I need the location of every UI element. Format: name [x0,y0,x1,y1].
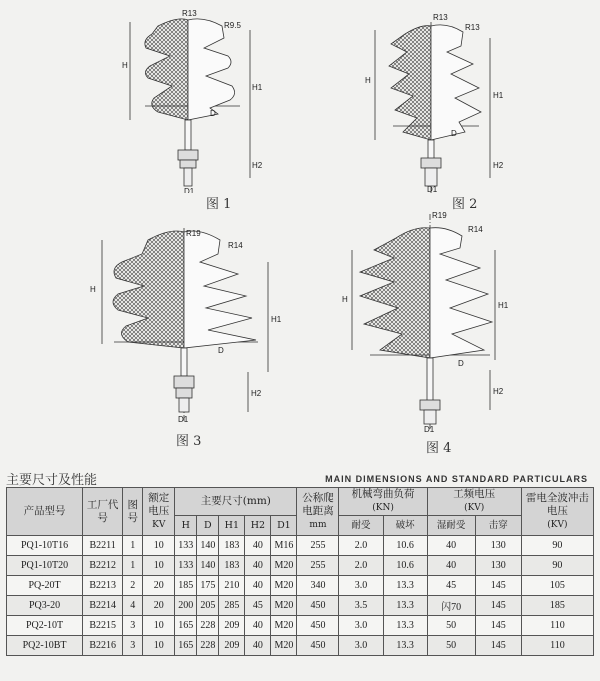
header-code: 工厂代号 [83,488,123,536]
fig4-h1-label: H1 [498,301,509,310]
table-cell: 450 [297,596,339,616]
table-cell: 13.3 [383,616,427,636]
header-dim-d1: D1 [271,516,297,536]
table-cell: 40 [427,536,475,556]
fig3-r14-label: R14 [228,241,243,250]
fig3-r19-label: R19 [186,229,201,238]
table-cell: 13.3 [383,636,427,656]
header-dim-h2: H2 [245,516,271,536]
table-row [7,536,594,556]
header-power-puncture: 击穿 [475,516,521,536]
fig2-h-label: H [365,76,371,85]
table-cell: 340 [297,576,339,596]
table-cell: PQ3-20 [7,596,83,616]
table-cell: 10.6 [383,556,427,576]
fig1-r95-label: R9.5 [224,21,241,30]
table-cell: PQ1-10T16 [7,536,83,556]
header-dimensions: 主要尺寸(mm) [175,488,297,516]
header-power [427,488,521,516]
figure-2-caption: 图 2 [452,197,478,212]
header-creepage [297,488,339,536]
fig1-d1-label: D1 [184,187,195,193]
figure-1-caption: 图 1 [206,197,232,212]
fig2-r13a-label: R13 [433,13,448,22]
table-row [7,636,594,656]
table-cell: 13.3 [383,596,427,616]
fig4-r14-label: R14 [468,225,483,234]
table-row [7,616,594,636]
table-cell: 20 [143,576,175,596]
table-cell: 228 [197,636,219,656]
table-cell: 40 [245,576,271,596]
table-cell: 10.6 [383,536,427,556]
table-cell: 45 [245,596,271,616]
table-cell: M20 [271,636,297,656]
fig2-h1-label: H1 [493,91,504,100]
header-mech [339,488,427,516]
header-creepage-unit: mm [309,519,327,530]
figure-2-drawing [355,8,535,193]
table-cell: 255 [297,536,339,556]
table-cell: 10 [143,636,175,656]
table-cell: 90 [521,556,593,576]
table-cell: 185 [521,596,593,616]
table-cell: 133 [175,556,197,576]
table-cell: 130 [475,556,521,576]
header-dim-h1: H1 [219,516,245,536]
specs-table [6,487,594,656]
header-mech-failure: 破坏 [383,516,427,536]
figure-4-drawing [340,210,520,435]
table-cell: 3 [123,636,143,656]
table-cell: PQ2-10T [7,616,83,636]
header-mech-label: 机械弯曲负荷 [351,488,415,500]
header-power-label: 工频电压 [453,488,496,500]
fig2-d-label: D [451,129,457,138]
table-cell: 165 [175,616,197,636]
table-cell: 50 [427,636,475,656]
table-cell: 183 [219,536,245,556]
table-cell: 4 [123,596,143,616]
header-impulse-label: 雷电全波冲击电压 [525,491,589,517]
table-cell: 255 [297,556,339,576]
fig2-h2-label: H2 [493,161,504,170]
table-cell: B2213 [83,576,123,596]
table-cell: M16 [271,536,297,556]
table-cell: PQ-20T [7,576,83,596]
table-cell: B2215 [83,616,123,636]
header-voltage-label: 额定电压 [148,491,170,517]
table-cell: 40 [245,556,271,576]
table-cell: 13.3 [383,576,427,596]
table-cell: 40 [427,556,475,576]
table-cell: B2212 [83,556,123,576]
table-cell: 1 [123,536,143,556]
fig4-h-label: H [342,295,348,304]
table-row [7,596,594,616]
table-cell: M20 [271,576,297,596]
table-cell: 205 [197,596,219,616]
specs-table-body [7,536,594,656]
table-cell: B2216 [83,636,123,656]
header-mech-unit: (KN) [372,503,394,513]
fig3-d1-label: D1 [178,415,189,424]
table-cell: 40 [245,636,271,656]
table-cell: 450 [297,636,339,656]
table-cell: 200 [175,596,197,616]
table-cell: M20 [271,556,297,576]
table-cell: 140 [197,556,219,576]
table-cell: M20 [271,596,297,616]
fig4-r19-label: R19 [432,211,447,220]
table-cell: 165 [175,636,197,656]
table-cell: 140 [197,536,219,556]
fig3-h1-label: H1 [271,315,282,324]
fig3-h2-label: H2 [251,389,262,398]
fig4-d1-label: D1 [424,425,435,434]
figure-1-drawing [100,8,280,193]
table-cell: 40 [245,616,271,636]
table-cell: PQ1-10T20 [7,556,83,576]
figure-4-caption: 图 4 [426,441,452,456]
figure-3-drawing [88,222,288,427]
fig3-h-label: H [90,285,96,294]
table-cell: 145 [475,576,521,596]
fig2-r13b-label: R13 [465,23,480,32]
fig1-h2-label: H2 [252,161,263,170]
header-impulse-unit: (KV) [547,519,568,530]
table-row [7,556,594,576]
table-cell: B2211 [83,536,123,556]
header-model: 产品型号 [7,488,83,536]
fig3-d-label: D [218,346,224,355]
table-cell: 闪70 [427,596,475,616]
table-cell: 210 [219,576,245,596]
table-cell: 3.0 [339,576,383,596]
table-cell: 40 [245,536,271,556]
section-title-en: MAIN DIMENSIONS AND STANDARD PARTICULARS [325,474,588,484]
header-dim-d: D [197,516,219,536]
fig1-h-label: H [122,61,128,70]
table-cell: 1 [123,556,143,576]
table-cell: PQ2-10BT [7,636,83,656]
fig4-h2-label: H2 [493,387,504,396]
table-cell: 105 [521,576,593,596]
table-cell: 20 [143,596,175,616]
table-cell: 3.5 [339,596,383,616]
figure-3-caption: 图 3 [176,434,202,449]
table-cell: 45 [427,576,475,596]
table-cell: 10 [143,616,175,636]
section-title-cn: 主要尺寸及性能 [6,473,98,488]
table-cell: 110 [521,636,593,656]
header-impulse [521,488,593,536]
table-cell: 110 [521,616,593,636]
table-cell: 10 [143,536,175,556]
table-cell: 209 [219,616,245,636]
header-voltage [143,488,175,536]
table-cell: 145 [475,616,521,636]
table-cell: 10 [143,556,175,576]
table-cell: 50 [427,616,475,636]
table-cell: 133 [175,536,197,556]
header-power-unit: (KV) [464,503,485,513]
fig1-h1-label: H1 [252,83,263,92]
table-cell: 285 [219,596,245,616]
table-cell: 228 [197,616,219,636]
table-cell: 130 [475,536,521,556]
table-cell: 183 [219,556,245,576]
table-cell: 90 [521,536,593,556]
table-row [7,576,594,596]
table-cell: 3.0 [339,636,383,656]
table-cell: 145 [475,596,521,616]
header-mech-withstand: 耐受 [339,516,383,536]
table-cell: 145 [475,636,521,656]
fig4-d-label: D [458,359,464,368]
fig2-d1-label: D1 [427,185,438,193]
table-cell: 2 [123,576,143,596]
table-cell: 3 [123,616,143,636]
table-cell: 209 [219,636,245,656]
table-cell: 2.0 [339,536,383,556]
table-cell: 3.0 [339,616,383,636]
table-cell: 175 [197,576,219,596]
table-cell: 185 [175,576,197,596]
header-voltage-unit: KV [152,519,166,530]
table-cell: 450 [297,616,339,636]
header-figure: 图号 [123,488,143,536]
header-power-wet: 湿耐受 [427,516,475,536]
header-dim-h: H [175,516,197,536]
fig1-d-label: D [210,109,216,118]
fig1-r13-label: R13 [182,9,197,18]
table-cell: M20 [271,616,297,636]
table-cell: 2.0 [339,556,383,576]
table-cell: B2214 [83,596,123,616]
header-creepage-label: 公称爬电距离 [302,491,334,517]
